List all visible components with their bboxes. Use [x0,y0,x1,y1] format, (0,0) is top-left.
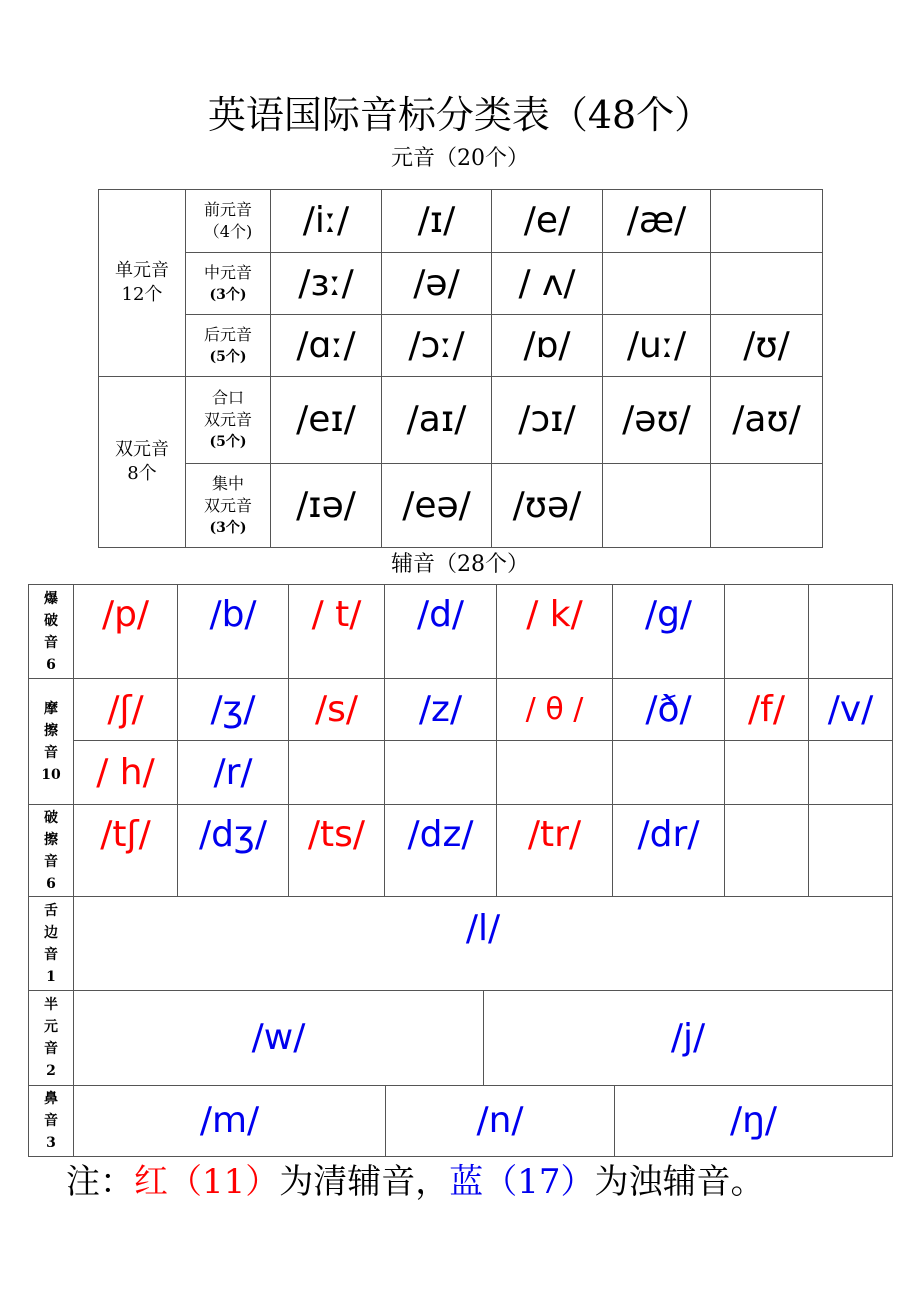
consonant-symbol: /g/ [613,585,725,679]
empty-cell [725,585,809,679]
vowel-symbol: /uː/ [603,315,711,377]
consonant-symbol: /m/ [74,1086,386,1156]
consonant-symbol: /r/ [178,741,289,805]
empty-cell [725,741,809,805]
lateral-category: 舌 边 音 1 [29,897,74,991]
consonant-symbol: /s/ [289,679,385,741]
consonant-symbol: /dz/ [385,805,497,897]
consonant-symbol: / t/ [289,585,385,679]
consonant-symbol: /dr/ [613,805,725,897]
note-voiced: 蓝（17） [449,1162,595,1202]
consonant-symbol: / θ / [497,679,613,741]
consonant-symbol: /dʒ/ [178,805,289,897]
plosive-category: 爆 破 音 6 [29,585,74,679]
empty-cell [725,805,809,897]
empty-cell [603,464,711,548]
legend-note [66,1160,765,1204]
vowel-symbol: /aɪ/ [382,377,492,464]
empty-cell [809,805,893,897]
vowel-symbol: /ɪə/ [271,464,382,548]
vowel-symbol: /ə/ [382,253,492,315]
consonant-symbol: /w/ [74,991,484,1085]
consonant-symbol: /tʃ/ [74,805,178,897]
consonant-symbol: /ŋ/ [729,1100,778,1141]
front-vowel-label: 前元音 （4个) [186,190,271,253]
vowel-symbol: /ʊə/ [492,464,603,548]
vowel-symbol: /əʊ/ [603,377,711,464]
vowel-symbol: /ɑː/ [271,315,382,377]
central-vowel-label: 中元音 (3个) [186,253,271,315]
vowel-symbol: /eə/ [382,464,492,548]
consonant-symbol: / h/ [74,741,178,805]
consonant-heading: 辅音（28个） [391,552,529,577]
consonant-symbol: /ʒ/ [178,679,289,741]
monophthong-category: 单元音 12个 [99,190,186,377]
vowel-symbol: /ɔː/ [382,315,492,377]
vowel-symbol: /iː/ [271,190,382,253]
vowel-symbol: /aʊ/ [711,377,823,464]
centering-diphthong-label: 集中 双元音 (3个) [186,464,271,548]
empty-cell [809,585,893,679]
nasal-category: 鼻 音 3 [29,1086,74,1157]
vowel-symbol: /e/ [492,190,603,253]
consonant-symbol: /z/ [385,679,497,741]
page-title: 英语国际音标分类表（48个） [207,93,713,137]
consonant-symbol: /p/ [74,585,178,679]
note-prefix: 注： [66,1162,134,1202]
empty-cell [711,253,823,315]
consonant-symbol: /tr/ [497,805,613,897]
vowel-table [98,189,823,548]
vowel-symbol: /ɔɪ/ [492,377,603,464]
consonant-symbol: /l/ [74,897,893,991]
fricative-category: 摩 擦 音 10 [29,679,74,805]
empty-cell [603,253,711,315]
empty-cell [289,741,385,805]
consonant-symbol: /f/ [725,679,809,741]
vowel-symbol: /æ/ [603,190,711,253]
consonant-symbol: /ʃ/ [74,679,178,741]
consonant-symbol: /v/ [809,679,893,741]
consonant-table [28,584,893,1157]
semivowel-category: 半 元 音 2 [29,991,74,1086]
diphthong-category: 双元音 8个 [99,377,186,548]
note-suffix: 为浊辅音。 [594,1162,765,1202]
empty-cell [711,464,823,548]
vowel-symbol: /eɪ/ [271,377,382,464]
consonant-symbol: /b/ [178,585,289,679]
vowel-symbol: / ʌ/ [492,253,603,315]
consonant-symbol: /n/ [386,1086,615,1156]
closing-diphthong-label: 合口 双元音 (5个) [186,377,271,464]
empty-cell [613,741,725,805]
back-vowel-label: 后元音 (5个) [186,315,271,377]
consonant-symbol: /j/ [670,1017,706,1058]
consonant-symbol: /ts/ [289,805,385,897]
empty-cell [385,741,497,805]
empty-cell [711,190,823,253]
vowel-symbol: /ɪ/ [382,190,492,253]
consonant-symbol: /ð/ [613,679,725,741]
affricate-category: 破 擦 音 6 [29,805,74,897]
note-voiceless: 红（11） [134,1162,280,1202]
vowel-heading: 元音（20个） [391,146,529,171]
vowel-symbol: /ʊ/ [711,315,823,377]
consonant-symbol: /d/ [385,585,497,679]
consonant-symbol: / k/ [497,585,613,679]
note-middle: 为清辅音， [279,1162,450,1202]
empty-cell [497,741,613,805]
empty-cell [809,741,893,805]
vowel-symbol: /ɒ/ [492,315,603,377]
vowel-symbol: /ɜː/ [271,253,382,315]
